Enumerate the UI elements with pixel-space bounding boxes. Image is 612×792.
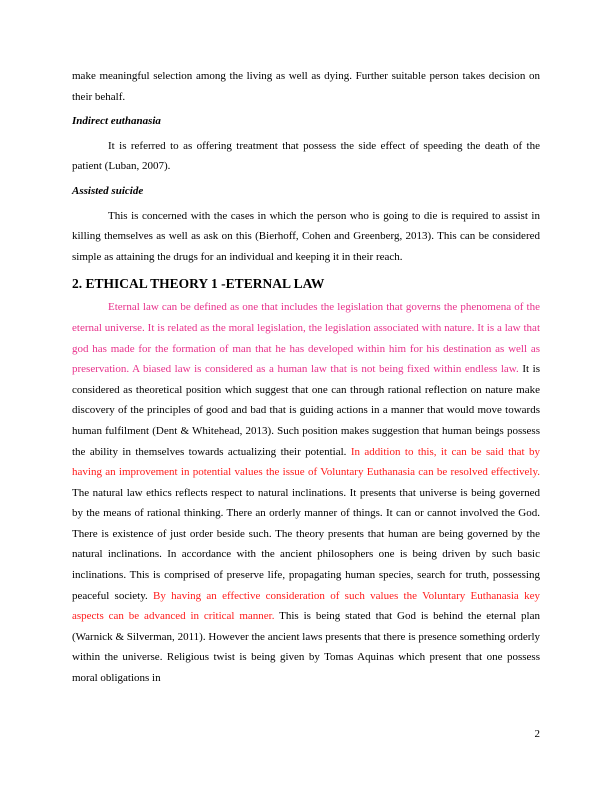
- highlight-pink-text: Eternal law can be defined as one that includes the legislation that governs the phenomena of the eternal universe. It is related as the moral legislation, the legislation associated with nature. It is a law that god has made for the formation of man that he has developed within him for his destination as well as preservation. A biased law is considered as a human law that is not being fixed within endless law.: [72, 301, 540, 376]
- page-number: 2: [534, 728, 540, 740]
- document-page: [72, 66, 540, 689]
- heading-indirect-euthanasia: Indirect euthanasia: [72, 115, 161, 128]
- section-heading-eternal-law: 2. ETHICAL THEORY 1 -ETERNAL LAW: [72, 276, 325, 292]
- body-text-3: This is being stated that God is behind the eternal plan (Warnick & Silverman, 2011). However the ancient laws presents that there is presence something orderly within the universe. Religious twist is being given by Tomas Aquinas which present that one possess moral obligations in: [72, 610, 540, 685]
- heading-assisted-suicide: Assisted suicide: [72, 184, 144, 197]
- paragraph-eternal-law: [72, 297, 540, 688]
- paragraph-indirect-euthanasia: It is referred to as offering treatment that possess the side effect of speeding the death of the patient (Luban, 2007).: [72, 139, 540, 173]
- body-text-2: The natural law ethics reflects respect to natural inclinations. It presents that universe is being governed by the means of rational thinking. There an orderly manner of things. It can or cannot involved the God. There is existence of just order beside such. The theory presents that human are being governed by the natural inclinations. In accordance with the ancient philosophers one is being driven by such basic inclinations. This is comprised of preserve life, propagating human species, search for truth, possessing peaceful society.: [72, 486, 540, 602]
- paragraph-assisted-suicide: This is concerned with the cases in which the person who is going to die is required to assist in killing themselves as well as ask on this (Bierhoff, Cohen and Greenberg, 2013). This can be considered simple as attaining the drugs for an individual and keeping it in their reach.: [72, 209, 540, 263]
- paragraph-continuation: make meaningful selection among the living as well as dying. Further suitable person takes decision on their behalf.: [72, 70, 540, 103]
- highlight-red-text-1: In addition to this, it can be said that by having an improvement in potential values the issue of Voluntary Euthanasia can be resolved effectively.: [72, 445, 540, 479]
- highlight-red-text-2: By having an effective consideration of such values the Voluntary Euthanasia key aspects can be advanced in critical manner.: [72, 589, 540, 623]
- body-text-1: It is considered as theoretical position which suggest that one can through rational reflection on nature make discovery of the principles of good and bad that is guiding actions in a manner that would move towards human fulfilment (Dent & Whitehead, 2013). Such position makes suggestion that human beings possess the ability in themselves towards actualizing their potential.: [72, 363, 540, 458]
